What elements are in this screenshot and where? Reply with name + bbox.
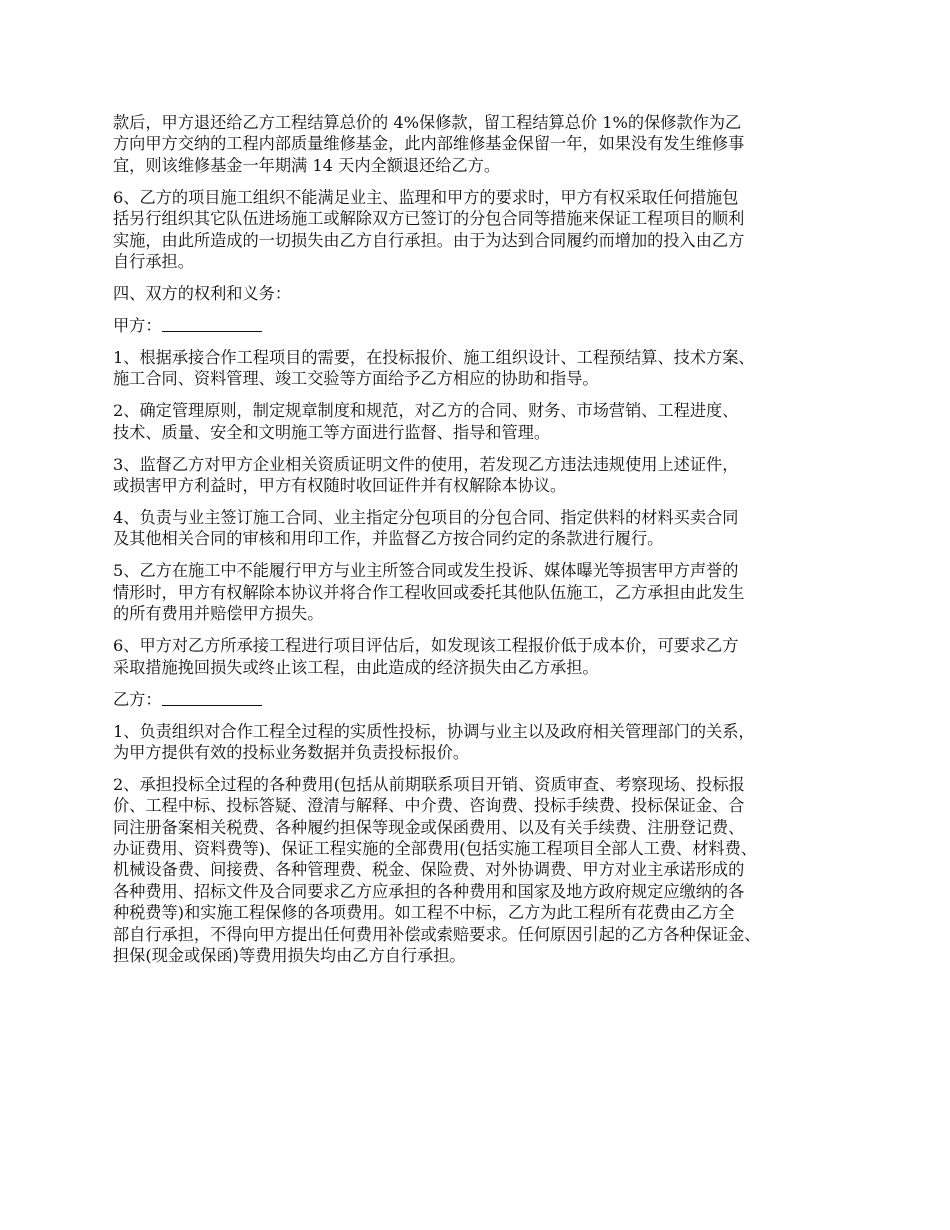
party-b-label: 乙方： xyxy=(113,689,162,709)
paragraph-party-a-item-5 xyxy=(113,560,855,624)
text-line: 4、负责与业主签订施工合同、业主指定分包项目的分包合同、指定供料的材料买卖合同 xyxy=(113,508,739,528)
party-a-label-line xyxy=(113,315,855,336)
text-line: 2、确定管理原则，制定规章制度和规范，对乙方的合同、财务、市场营销、工程进度、 xyxy=(113,401,739,421)
text-line: 价、工程中标、投标答疑、澄清与解释、中介费、咨询费、投标手续费、投标保证金、合 xyxy=(113,796,745,816)
party-b-blank-field xyxy=(162,690,262,706)
paragraph-party-a-item-1 xyxy=(113,347,855,390)
text-line: 施工合同、资料管理、竣工交验等方面给予乙方相应的协助和指导。 xyxy=(113,369,599,389)
document-page xyxy=(113,112,855,977)
text-line: 采取措施挽回损失或终止该工程，由此造成的经济损失由乙方承担。 xyxy=(113,657,599,677)
text-line: 1、根据承接合作工程项目的需要，在投标报价、施工组织设计、工程预结算、技术方案、 xyxy=(113,347,755,367)
text-line: 为甲方提供有效的投标业务数据并负责投标报价。 xyxy=(113,742,470,762)
text-line: 技术、质量、安全和文明施工等方面进行监督、指导和管理。 xyxy=(113,422,551,442)
party-a-blank-field xyxy=(162,316,262,332)
text-line: 方向甲方交纳的工程内部质量维修基金，此内部维修基金保留一年，如果没有发生维修事 xyxy=(113,134,745,154)
section-heading: 四、双方的权利和义务： xyxy=(113,283,292,303)
text-line: 的所有费用并赔偿甲方损失。 xyxy=(113,604,324,624)
paragraph-party-a-item-6 xyxy=(113,635,855,678)
paragraph-warranty-fund xyxy=(113,112,855,176)
paragraph-party-b-item-2 xyxy=(113,774,855,967)
paragraph-party-a-item-3 xyxy=(113,454,855,497)
text-line: 实施，由此所造成的一切损失由乙方自行承担。由于为达到合同履约而增加的投入由乙方 xyxy=(113,230,745,250)
text-line: 担保(现金或保函)等费用损失均由乙方自行承担。 xyxy=(113,946,466,966)
text-line: 6、乙方的项目施工组织不能满足业主、监理和甲方的要求时，甲方有权采取任何措施包 xyxy=(113,187,739,207)
text-line: 部自行承担，不得向甲方提出任何费用补偿或索赔要求。任何原因引起的乙方各种保证金、 xyxy=(113,924,761,944)
section-heading-rights-obligations xyxy=(113,283,855,304)
party-a-label: 甲方： xyxy=(113,315,162,335)
paragraph-party-a-item-4 xyxy=(113,507,855,550)
text-line: 6、甲方对乙方所承接工程进行项目评估后，如发现该工程报价低于成本价，可要求乙方 xyxy=(113,636,739,656)
party-b-label-line xyxy=(113,689,855,710)
paragraph-party-b-item-1 xyxy=(113,721,855,764)
text-line: 款后，甲方退还给乙方工程结算总价的 4%保修款，留工程结算总价 1%的保修款作为乙 xyxy=(113,113,742,132)
paragraph-party-a-item-2 xyxy=(113,400,855,443)
text-line: 机械设备费、间接费、各种管理费、税金、保险费、对外协调费、甲方对业主承诺形成的 xyxy=(113,860,745,880)
text-line: 或损害甲方利益时，甲方有权随时收回证件并有权解除本协议。 xyxy=(113,476,567,496)
text-line: 1、负责组织对合作工程全过程的实质性投标，协调与业主以及政府相关管理部门的关系， xyxy=(113,721,755,741)
text-line: 各种费用、招标文件及合同要求乙方应承担的各种费用和国家及地方政府规定应缴纳的各 xyxy=(113,881,745,901)
text-line: 3、监督乙方对甲方企业相关资质证明文件的使用，若发现乙方违法违规使用上述证件， xyxy=(113,454,739,474)
text-line: 自行承担。 xyxy=(113,251,194,271)
text-line: 办证费用、资料费等)、保证工程实施的全部费用(包括实施工程项目全部人工费、材料费、 xyxy=(113,839,757,859)
paragraph-item-6-measures xyxy=(113,187,855,273)
text-line: 情形时，甲方有权解除本协议并将合作工程收回或委托其他队伍施工，乙方承担由此发生 xyxy=(113,582,745,602)
text-line: 括另行组织其它队伍进场施工或解除双方已签订的分包合同等措施来保证工程项目的顺利 xyxy=(113,209,745,229)
text-line: 宜，则该维修基金一年期满 14 天内全额退还给乙方。 xyxy=(113,155,501,175)
text-line: 5、乙方在施工中不能履行甲方与业主所签合同或发生投诉、媒体曝光等损害甲方声誉的 xyxy=(113,561,739,581)
text-line: 种税费等)和实施工程保修的各项费用。如工程不中标，乙方为此工程所有花费由乙方全 xyxy=(113,903,735,923)
text-line: 及其他相关合同的审核和用印工作，并监督乙方按合同约定的条款进行履行。 xyxy=(113,529,664,549)
text-line: 同注册备案相关税费、各种履约担保等现金或保函费用、以及有关手续费、注册登记费、 xyxy=(113,817,745,837)
text-line: 2、承担投标全过程的各种费用(包括从前期联系项目开销、资质审查、考察现场、投标报 xyxy=(113,774,745,794)
